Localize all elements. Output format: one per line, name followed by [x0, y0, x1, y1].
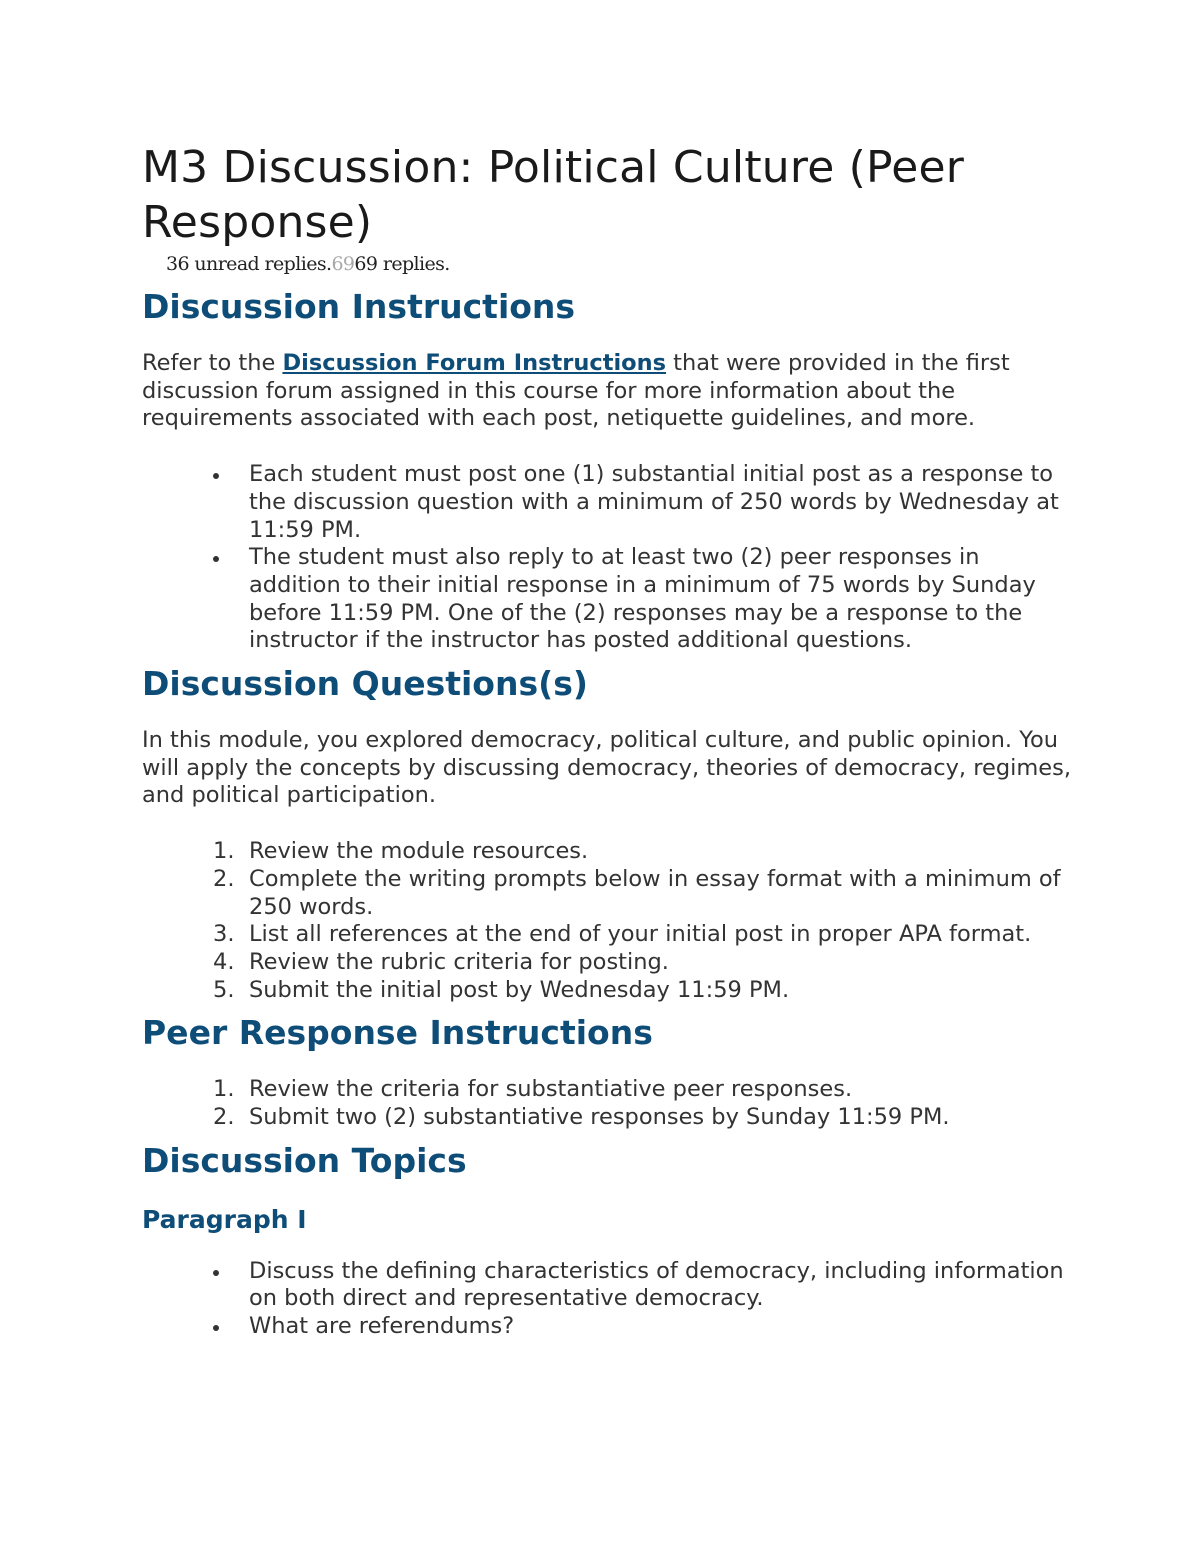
- heading-discussion-questions: Discussion Questions(s): [142, 664, 588, 704]
- list-item: [249, 1258, 1072, 1313]
- instructions-text-before: Refer to the: [142, 350, 283, 376]
- heading-paragraph-i: Paragraph I: [142, 1204, 307, 1234]
- list-item: [213, 948, 1072, 977]
- list-item-text: Complete the writing prompts below in essay format with a minimum of 250 words.: [249, 865, 1061, 920]
- questions-paragraph: In this module, you explored democracy, political culture, and public opinion. You will apply the concepts by discussing democracy, theories of democracy, regimes, and political participation.: [142, 727, 1072, 809]
- document-page: [142, 140, 1072, 1347]
- list-item-text: Review the rubric criteria for posting.: [249, 948, 669, 975]
- list-item: [249, 544, 1072, 655]
- list-item: [249, 1313, 1072, 1341]
- list-item-text: Review the criteria for substantiative peer responses.: [249, 1076, 853, 1103]
- bullet-icon: [213, 556, 219, 562]
- list-number: 4.: [213, 948, 235, 975]
- bullet-icon: [213, 473, 219, 479]
- reply-count: [166, 250, 1072, 278]
- list-number: 1.: [213, 1076, 235, 1103]
- list-item-text: Discuss the defining characteristics of democracy, including information on both direct and representative democracy.: [249, 1257, 1064, 1312]
- list-item: [213, 1104, 1072, 1132]
- heading-peer-response-instructions: Peer Response Instructions: [142, 1013, 653, 1053]
- list-number: 5.: [213, 976, 235, 1003]
- questions-numbered-list: [142, 838, 1072, 1004]
- list-item-text: Review the module resources.: [249, 838, 589, 865]
- bullet-icon: [213, 1325, 219, 1331]
- instructions-paragraph: [142, 350, 1072, 433]
- bullet-icon: [213, 1270, 219, 1276]
- list-number: 2.: [213, 1104, 235, 1131]
- list-item: [213, 1076, 1072, 1104]
- heading-discussion-instructions: Discussion Instructions: [142, 287, 576, 326]
- list-item-text: Submit the initial post by Wednesday 11:59 PM.: [249, 976, 790, 1003]
- peer-numbered-list: [142, 1076, 1072, 1131]
- discussion-forum-instructions-link[interactable]: Discussion Forum Instructions: [282, 350, 667, 376]
- heading-discussion-topics: Discussion Topics: [142, 1140, 467, 1180]
- instructions-text-after: that were provided in the first discussion forum assigned in this course for more information about the requirements associated with each post, netiquette guidelines, and more.: [142, 350, 1010, 432]
- list-number: 2.: [213, 865, 235, 892]
- list-item-text: Each student must post one (1) substantial initial post as a response to the discussion question with a minimum of 250 words by Wednesday at 11:59 PM.: [249, 461, 1059, 543]
- total-replies-text: 69 replies.: [354, 253, 450, 275]
- list-item: [213, 838, 1072, 866]
- list-item-text: The student must also reply to at least two (2) peer responses in addition to their initial response in a minimum of 75 words by Sunday before 11:59 PM. One of the (2) responses may be a response to the instructor if the instructor has posted additional questions.: [249, 544, 1036, 654]
- list-item: [213, 865, 1072, 921]
- topics-bullet-list: [142, 1258, 1072, 1341]
- list-item-text: What are referendums?: [249, 1313, 515, 1340]
- list-item-text: List all references at the end of your initial post in proper APA format.: [249, 921, 1032, 948]
- list-number: 3.: [213, 921, 235, 948]
- instructions-bullet-list: [142, 461, 1072, 655]
- list-item: [213, 921, 1072, 949]
- list-item: [249, 461, 1072, 544]
- unread-replies-text: 36 unread replies.: [166, 253, 332, 275]
- list-item-text: Submit two (2) substantiative responses by Sunday 11:59 PM.: [249, 1104, 950, 1131]
- page-title: M3 Discussion: Political Culture (Peer Response): [142, 142, 965, 248]
- list-number: 1.: [213, 838, 235, 865]
- reply-badge: 69: [331, 253, 355, 275]
- list-item: [213, 976, 1072, 1005]
